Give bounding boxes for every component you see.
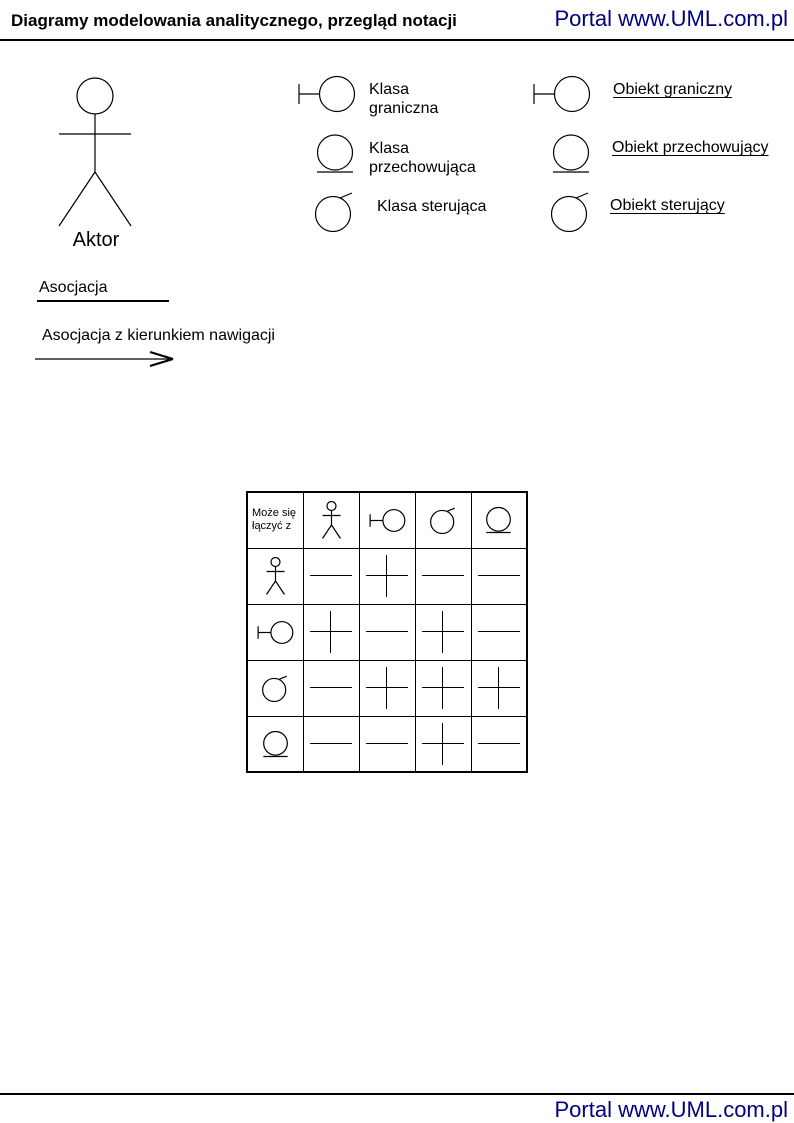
boundary-icon — [368, 508, 406, 533]
matrix-cell — [359, 548, 415, 604]
legend-klasa-graniczna — [369, 80, 438, 118]
matrix-row-control-icon-cell — [247, 660, 303, 716]
legend-label-line: graniczna — [369, 100, 439, 117]
matrix-cell — [415, 604, 471, 660]
association-line — [37, 300, 169, 302]
control-icon — [313, 190, 357, 232]
control-icon — [429, 506, 458, 534]
header-divider — [0, 39, 794, 41]
matrix-col-boundary — [359, 492, 415, 548]
matrix-row-actor — [247, 548, 527, 604]
matrix-row-control — [247, 660, 527, 716]
boundary-icon — [256, 620, 294, 645]
matrix-corner-line: Może się — [252, 507, 297, 520]
matrix-cell — [359, 604, 415, 660]
matrix-row-actor-icon-cell — [247, 548, 303, 604]
connectivity-mark — [476, 665, 522, 711]
matrix-row-boundary — [247, 604, 527, 660]
matrix-corner-label — [247, 492, 303, 548]
matrix-cell — [471, 716, 527, 772]
legend-obiekt-sterujacy — [610, 196, 725, 215]
actor-icon — [57, 76, 133, 228]
entity-icon — [315, 133, 355, 174]
actor-icon — [266, 557, 285, 595]
actor-label: Aktor — [72, 229, 120, 251]
association-label — [39, 278, 107, 297]
matrix-cell — [415, 660, 471, 716]
matrix-corner-line: łączyć z — [252, 520, 292, 533]
matrix-cell — [471, 604, 527, 660]
actor-icon — [322, 501, 341, 539]
entity-icon — [262, 730, 289, 758]
matrix-cell — [471, 548, 527, 604]
portal-header-text: Portal www.UML.com.pl — [554, 6, 788, 31]
connectivity-mark — [364, 665, 410, 711]
legend-label-line: Obiekt sterujący — [610, 197, 725, 214]
footer-divider — [0, 1093, 794, 1095]
matrix-row-entity — [247, 716, 527, 772]
matrix-cell — [303, 660, 359, 716]
control-icon — [261, 674, 290, 702]
connectivity-mark — [364, 553, 410, 599]
matrix-row-boundary-icon-cell — [247, 604, 303, 660]
association-label-text: Asocjacja — [39, 279, 108, 296]
legend-label-line: Obiekt graniczny — [613, 81, 733, 98]
connectivity-mark — [364, 609, 410, 655]
connectivity-mark — [308, 665, 354, 711]
matrix-col-entity — [471, 492, 527, 548]
matrix-cell — [415, 548, 471, 604]
boundary-icon — [531, 74, 591, 114]
connectivity-mark — [420, 553, 466, 599]
matrix-cell — [303, 548, 359, 604]
portal-footer-text: Portal www.UML.com.pl — [554, 1097, 788, 1122]
connectivity-mark — [476, 553, 522, 599]
connectivity-mark — [308, 553, 354, 599]
connectivity-mark — [420, 665, 466, 711]
page-title: Diagramy modelowania analitycznego, przegląd notacji — [11, 11, 457, 30]
legend-obiekt-graniczny — [613, 80, 732, 99]
matrix-col-actor — [303, 492, 359, 548]
connectivity-mark — [308, 721, 354, 767]
connectivity-mark — [476, 609, 522, 655]
legend-label-line: Klasa — [369, 81, 410, 98]
matrix-col-control — [415, 492, 471, 548]
legend-label-line: Obiekt przechowujący — [612, 139, 769, 156]
connectivity-mark — [364, 721, 410, 767]
boundary-icon — [296, 74, 356, 114]
matrix-row-entity-icon-cell — [247, 716, 303, 772]
legend-obiekt-przechowujacy — [612, 138, 769, 157]
entity-icon — [551, 133, 591, 174]
connectivity-mark — [420, 609, 466, 655]
navigation-arrow-icon — [34, 349, 176, 369]
directed-association-label-text: Asocjacja z kierunkiem nawigacji — [42, 327, 275, 344]
matrix-cell — [415, 716, 471, 772]
matrix-header-row — [247, 492, 527, 548]
matrix-cell — [359, 660, 415, 716]
connectivity-mark — [420, 721, 466, 767]
directed-association-label — [42, 326, 275, 345]
legend-label-line: Klasa — [369, 140, 410, 157]
matrix-cell — [359, 716, 415, 772]
legend-label-line: Klasa sterująca — [377, 198, 487, 215]
matrix-cell — [303, 716, 359, 772]
legend-klasa-sterujaca — [377, 197, 486, 216]
legend-label-line: przechowująca — [369, 159, 476, 176]
control-icon — [549, 190, 593, 232]
legend-klasa-przechowujaca — [369, 139, 476, 177]
connectivity-matrix — [246, 491, 528, 773]
matrix-cell — [471, 660, 527, 716]
matrix-cell — [303, 604, 359, 660]
entity-icon — [485, 506, 512, 534]
connectivity-mark — [476, 721, 522, 767]
connectivity-mark — [308, 609, 354, 655]
